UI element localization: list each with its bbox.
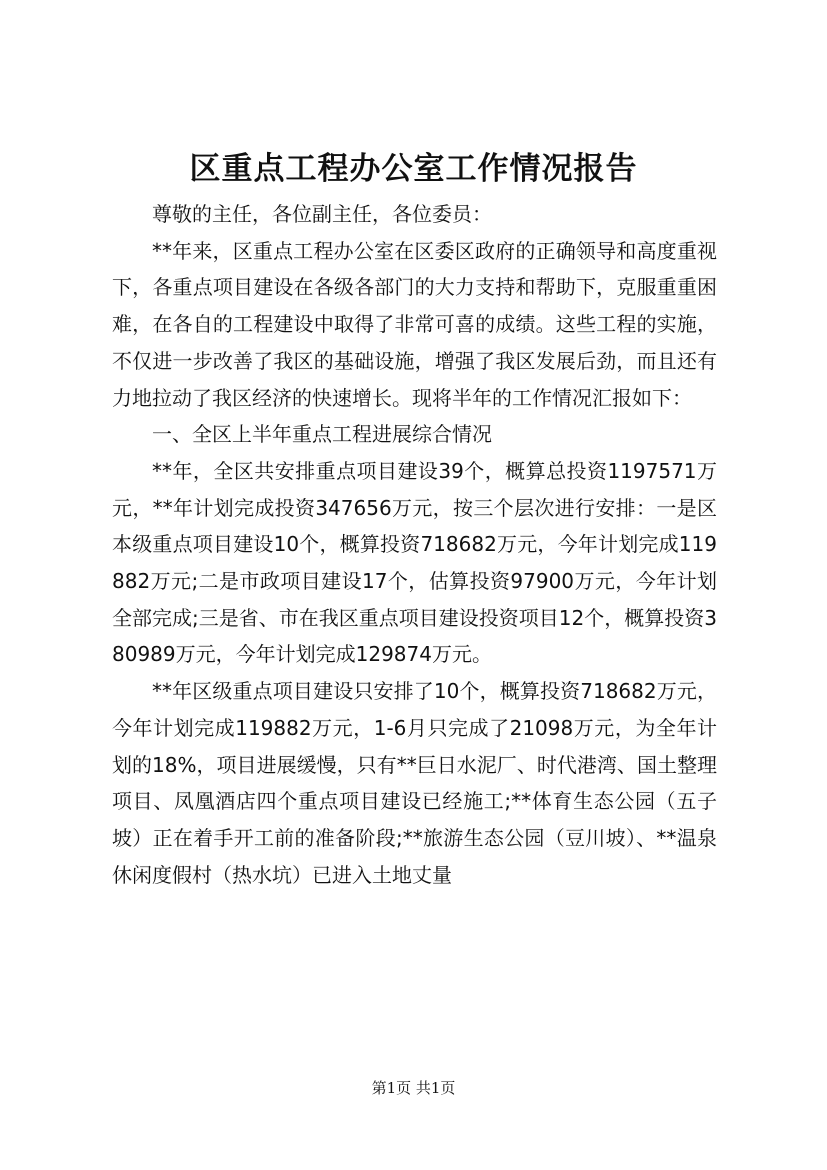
document-title: 区重点工程办公室工作情况报告 (189, 151, 638, 187)
district-projects-paragraph: **年区级重点项目建设只安排了10个，概算投资718682万元，今年计划完成119882万元，1-6月只完成了21098万元，为全年计划的18%，项目进展缓慢，只有**巨日水泥厂、时代港湾、国土整理项目、凤凰酒店四个重点项目建设已经施工;**体育生态公园（五子坡）正在着手开工前的准备阶段;**旅游生态公园（豆川坡）、**温泉休闲度假村（热水坑）已进入土地丈量 (112, 679, 717, 887)
salutation-paragraph: 尊敬的主任，各位副主任，各位委员： (152, 202, 492, 226)
page-number-footer: 第1页 共1页 (371, 1079, 456, 1097)
section-heading: 一、全区上半年重点工程进展综合情况 (152, 422, 492, 447)
document-body (112, 196, 717, 893)
intro-paragraph: **年来，区重点工程办公室在区委区政府的正确领导和高度重视下，各重点项目建设在各级各部门的大力支持和帮助下，克服重重困难，在各自的工程建设中取得了非常可喜的成绩。这些工程的实施，不仅进一步改善了我区的基础设施，增强了我区发展后劲，而且还有力地拉动了我区经济的快速增长。现将半年的工作情况汇报如下： (112, 238, 717, 410)
investment-overview-paragraph: **年，全区共安排重点项目建设39个，概算总投资1197571万元，**年计划完成投资347656万元，按三个层次进行安排：一是区本级重点项目建设10个，概算投资718682万元，今年计划完成119882万元;二是市政项目建设17个，估算投资97900万元，今年计划全部完成;三是省、市在我区重点项目建设投资项目12个，概算投资380989万元，今年计划完成129874万元。 (112, 458, 717, 667)
